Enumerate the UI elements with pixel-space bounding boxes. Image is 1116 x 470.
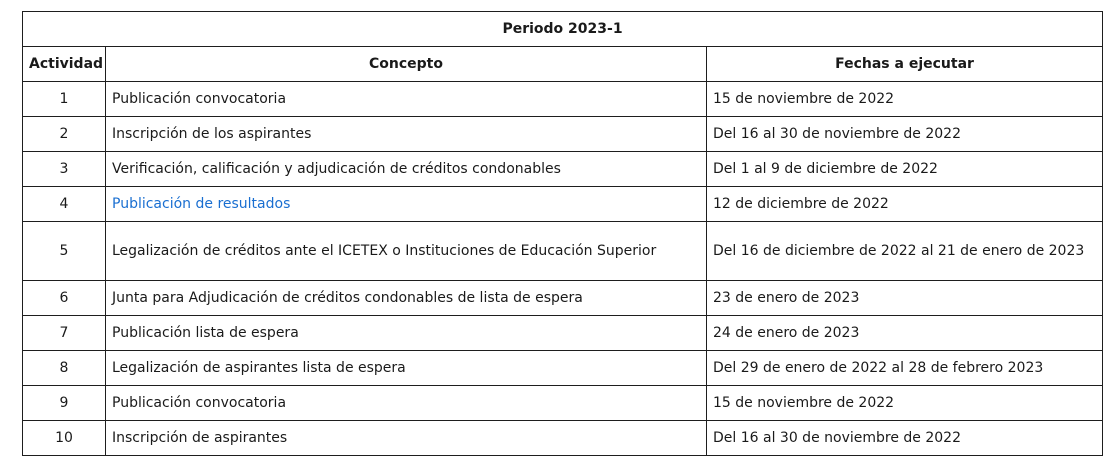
cell-actividad: 6 xyxy=(23,281,106,316)
header-concepto: Concepto xyxy=(106,47,707,82)
header-fechas: Fechas a ejecutar xyxy=(707,47,1103,82)
schedule-table xyxy=(22,11,1103,456)
table-row xyxy=(23,281,1103,316)
cell-fechas: Del 29 de enero de 2022 al 28 de febrero 2023 xyxy=(707,351,1103,386)
cell-fechas: 23 de enero de 2023 xyxy=(707,281,1103,316)
cell-actividad: 3 xyxy=(23,152,106,187)
header-row xyxy=(23,47,1103,82)
cell-actividad: 4 xyxy=(23,187,106,222)
table-row xyxy=(23,351,1103,386)
cell-actividad: 1 xyxy=(23,82,106,117)
cell-fechas: 12 de diciembre de 2022 xyxy=(707,187,1103,222)
cell-fechas: 24 de enero de 2023 xyxy=(707,316,1103,351)
cell-concepto: Legalización de créditos ante el ICETEX o Instituciones de Educación Superior xyxy=(106,222,707,281)
cell-concepto: Inscripción de los aspirantes xyxy=(106,117,707,152)
cell-actividad: 5 xyxy=(23,222,106,281)
header-actividad: Actividad xyxy=(23,47,106,82)
cell-actividad: 8 xyxy=(23,351,106,386)
cell-concepto: Inscripción de aspirantes xyxy=(106,421,707,456)
cell-concepto: Publicación convocatoria xyxy=(106,386,707,421)
cell-fechas: Del 1 al 9 de diciembre de 2022 xyxy=(707,152,1103,187)
table-title: Periodo 2023-1 xyxy=(23,12,1103,47)
table-row xyxy=(23,222,1103,281)
cell-concepto xyxy=(106,187,707,222)
table-row xyxy=(23,386,1103,421)
table-row xyxy=(23,187,1103,222)
cell-actividad: 9 xyxy=(23,386,106,421)
cell-actividad: 7 xyxy=(23,316,106,351)
schedule-container xyxy=(22,11,1102,456)
cell-fechas: Del 16 de diciembre de 2022 al 21 de enero de 2023 xyxy=(707,222,1103,281)
cell-actividad: 2 xyxy=(23,117,106,152)
cell-concepto: Legalización de aspirantes lista de espera xyxy=(106,351,707,386)
table-row xyxy=(23,421,1103,456)
title-row xyxy=(23,12,1103,47)
table-row xyxy=(23,152,1103,187)
table-row xyxy=(23,316,1103,351)
cell-fechas: 15 de noviembre de 2022 xyxy=(707,386,1103,421)
cell-concepto: Junta para Adjudicación de créditos condonables de lista de espera xyxy=(106,281,707,316)
cell-actividad: 10 xyxy=(23,421,106,456)
cell-fechas: 15 de noviembre de 2022 xyxy=(707,82,1103,117)
cell-concepto: Publicación lista de espera xyxy=(106,316,707,351)
table-row xyxy=(23,117,1103,152)
resultados-link[interactable]: Publicación de resultados xyxy=(112,196,291,212)
cell-fechas: Del 16 al 30 de noviembre de 2022 xyxy=(707,117,1103,152)
table-row xyxy=(23,82,1103,117)
cell-fechas: Del 16 al 30 de noviembre de 2022 xyxy=(707,421,1103,456)
cell-concepto: Publicación convocatoria xyxy=(106,82,707,117)
cell-concepto: Verificación, calificación y adjudicación de créditos condonables xyxy=(106,152,707,187)
